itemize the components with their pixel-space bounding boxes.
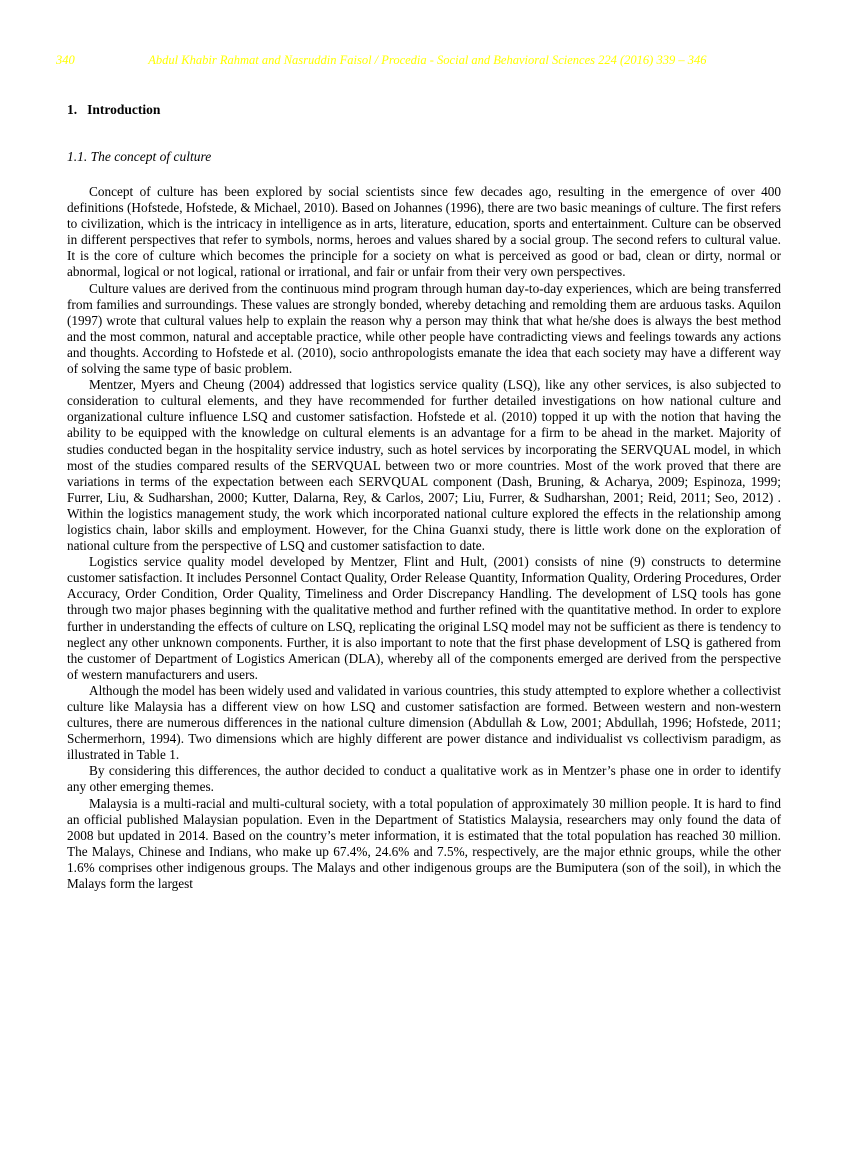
paragraph: Culture values are derived from the continuous mind program through human day-to-day experiences, which are being transferred from families and surroundings. These values are strongly bonded, whereby detaching and remolding them are arduous tasks. Aquilon (1997) wrote that cultural values help to explain the reason why a person may think that what he/she does is always the best method and the most common, natural and acceptable practice, while other people have contradicting views and feelings towards any actions and thoughts. According to Hofstede et al. (2010), socio anthropologists emanate the idea that each society may have a different way of solving the same type of basic problem. (67, 280, 781, 377)
section-title: Introduction (87, 102, 161, 117)
body-text (67, 184, 781, 892)
subsection-heading: 1.1. The concept of culture (67, 149, 212, 164)
paragraph: Malaysia is a multi-racial and multi-cultural society, with a total population of approximately 30 million people. It is hard to find an official published Malaysian population. Even in the Department of Statistics Malaysia, researchers may only found the data of 2008 but updated in 2014. Based on the country’s meter information, it is estimated that the total population has reached 30 million. The Malays, Chinese and Indians, who make up 67.4%, 24.6% and 7.5%, respectively, are the major ethnic groups, while the other 1.6% comprises other indigenous groups. The Malays and other indigenous groups are the Bumiputera (son of the soil), in which the Malays form the largest (67, 795, 781, 892)
page-content (67, 96, 781, 892)
section-heading (67, 96, 781, 118)
paragraph: Mentzer, Myers and Cheung (2004) addressed that logistics service quality (LSQ), like any other services, is also subjected to consideration to cultural elements, and they have recommended for further detailed investigations on how national culture and organizational culture influence LSQ and customer satisfaction. Hofstede et al. (2010) topped it up with the notion that having the ability to be equipped with the knowledge on cultural elements is an advantage for a firm to be ahead in the market. Majority of studies conducted began in the hospitality service industry, such as hotel services by incorporating the SERVQUAL model, in which most of the studies compared results of the SERVQUAL between two or more countries. Most of the work proved that there are variations in terms of the expectation between each SERVQUAL component (Dash, Bruning, & Acharya, 2009; Espinoza, 1999; Furrer, Liu, & Sudharshan, 2000; Kutter, Dalarna, Rey, & Carlos, 2007; Liu, Furrer, & Sudharshan, 2001; Reid, 2011; Seo, 2012) . Within the logistics management study, the work which incorporated national culture explored the effects in the relationship among logistics chain, labor skills and employment. However, for the China Guanxi study, there is little work done on the exploration of national culture from the perspective of LSQ and customer satisfaction to date. (67, 377, 781, 554)
section-number: 1. (67, 102, 78, 117)
running-header (56, 53, 780, 68)
page-number: 340 (56, 53, 75, 67)
paragraph: Logistics service quality model developed by Mentzer, Flint and Hult, (2001) consists of nine (9) constructs to determine customer satisfaction. It includes Personnel Contact Quality, Order Release Quantity, Information Quality, Ordering Procedures, Order Accuracy, Order Condition, Order Quality, Timeliness and Order Discrepancy Handling. The development of LSQ tools has gone through two major phases beginning with the qualitative method and further refined with the quantitative method. In order to explore further in understanding the effects of culture on LSQ, replicating the original LSQ model may not be sufficient as there is tendency to neglect any other unknown components. Further, it is also important to note that the first phase development of LSQ is gathered from the customer of Department of Logistics American (DLA), whereby all of the components emerged are derived from the perspective of western manufacturers and users. (67, 554, 781, 682)
paragraph: By considering this differences, the author decided to conduct a qualitative work as in Mentzer’s phase one in order to identify any other emerging themes. (67, 763, 781, 795)
paragraph: Concept of culture has been explored by social scientists since few decades ago, resulting in the emergence of over 400 definitions (Hofstede, Hofstede, & Michael, 2010). Based on Johannes (1996), there are two basic meanings of culture. The first refers to civilization, which is the intricacy in intelligence as in arts, literature, education, sports and entertainment. Culture can be observed in different perspectives that refer to symbols, norms, heroes and values shared by a social group. The second refers to cultural value. It is the core of culture which becomes the principle for a society on what is perceived as good or bad, clean or dirty, normal or abnormal, logical or not logical, rational or irrational, and fair or unfair from their very own perspectives. (67, 184, 781, 280)
paragraph: Although the model has been widely used and validated in various countries, this study attempted to explore whether a collectivist culture like Malaysia has a different view on how LSQ and customer satisfaction are formed. Between western and non-western cultures, there are numerous differences in the national culture dimension (Abdullah & Low, 2001; Abdullah, 1996; Hofstede, 2011; Schermerhorn, 1994). Two dimensions which are highly different are power distance and individualist vs collectivism paradigm, as illustrated in Table 1. (67, 682, 781, 763)
running-head-citation: Abdul Khabir Rahmat and Nasruddin Faisol / Procedia - Social and Behavioral Sciences 224 (2016) 339 – 346 (148, 53, 707, 67)
